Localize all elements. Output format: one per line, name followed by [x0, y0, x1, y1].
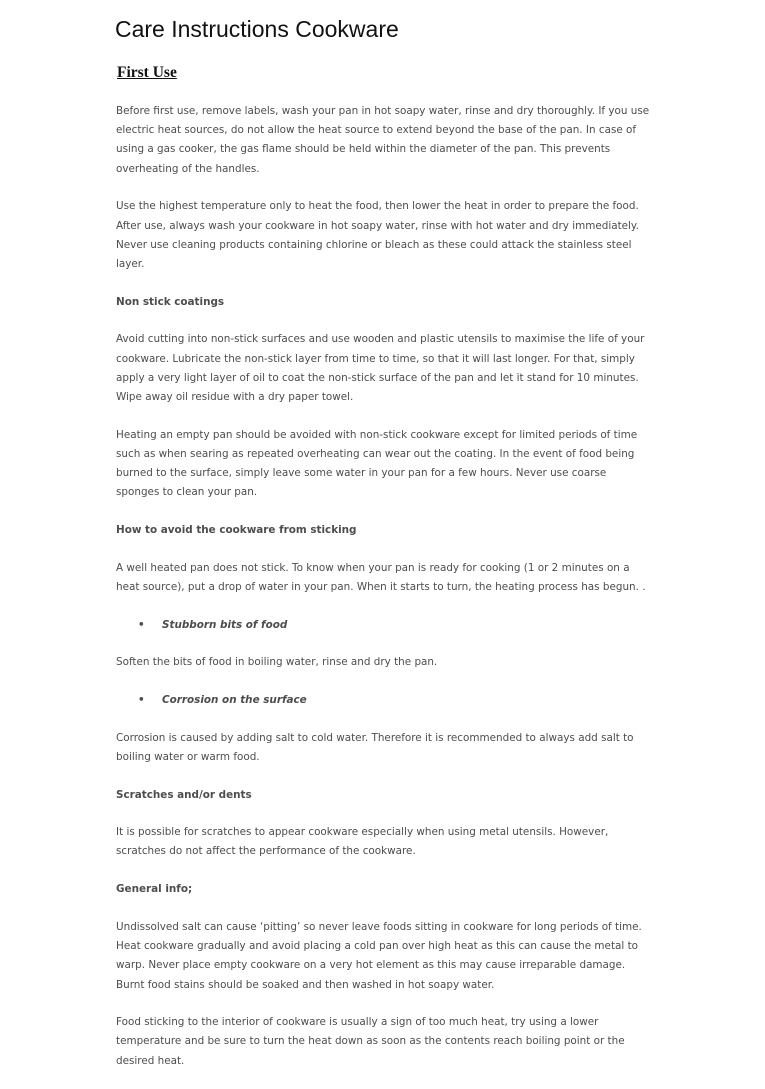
document-body [116, 102, 652, 1089]
general-info-heading: General info; [116, 883, 193, 896]
general-info-paragraph-2: Food sticking to the interior of cookware is usually a sign of too much heat, try using a lower temperature and be sure to turn the heat down as soon as the contents reach boiling point or the desired heat. [116, 1016, 625, 1067]
first-use-paragraph-1: Before first use, remove labels, wash your pan in hot soapy water, rinse and dry thoroughly. If you use electric heat sources, do not allow the heat source to extend beyond the base of the pan. In case of using a gas cooker, the gas flame should be held within the diameter of the pan. This prevents overheating of the handles. [116, 105, 650, 175]
sticking-paragraph-1: A well heated pan does not stick. To know when your pan is ready for cooking (1 or 2 minutes on a heat source), put a drop of water in your pan. When it starts to turn, the heating process has begun. . [116, 561, 646, 593]
bullet-label: Stubborn bits of food [162, 618, 288, 631]
corrosion-paragraph: Corrosion is caused by adding salt to cold water. Therefore it is recommended to always add salt to boiling water or warm food. [116, 731, 634, 763]
bullet-corrosion [116, 691, 652, 710]
bullet-stubborn-food [116, 616, 652, 635]
general-info-paragraph-1: Undissolved salt can cause ‘pitting’ so never leave foods sitting in cookware for long periods of time. Heat cookware gradually and avoid placing a cold pan over high heat as this can cause the metal to warp. Never place empty cookware on a very hot element as this may cause irreparable damage. Burnt food stains should be soaked and then washed in hot soapy water. [116, 920, 642, 991]
non-stick-paragraph-2: Heating an empty pan should be avoided with non-stick cookware except for limited periods of time such as when searing as repeated overheating can wear out the coating. In the event of food being burned to the surface, simply leave some water in your pan for a few hours. Never use coarse sponges to clean your pan. [116, 428, 638, 499]
stubborn-food-paragraph: Soften the bits of food in boiling water, rinse and dry the pan. [116, 656, 438, 669]
section-heading-first-use: First Use [117, 64, 177, 81]
first-use-paragraph-2: Use the highest temperature only to heat the food, then lower the heat in order to prepare the food. After use, always wash your cookware in hot soapy water, rinse with hot water and dry immediately. Never use cleaning products containing chlorine or bleach as these could attack the stainless steel layer. [116, 200, 639, 270]
non-stick-paragraph-1: Avoid cutting into non-stick surfaces and use wooden and plastic utensils to maximise the life of your cookware. Lubricate the non-stick layer from time to time, so that it will last longer. For that, simply apply a very light layer of oil to coat the non-stick surface of the pan and let it stand for 10 minutes. Wipe away oil residue with a dry paper towel. [116, 333, 645, 403]
sticking-heading: How to avoid the cookware from sticking [116, 523, 357, 536]
page-title: Care Instructions Cookware [115, 16, 399, 42]
scratches-paragraph: It is possible for scratches to appear cookware especially when using metal utensils. However, scratches do not affect the performance of the cookware. [116, 826, 609, 858]
bullet-label: Corrosion on the surface [162, 693, 307, 706]
bullet-dot: • [138, 618, 145, 631]
non-stick-heading: Non stick coatings [116, 295, 225, 308]
bullet-dot: • [138, 693, 145, 706]
scratches-heading: Scratches and/or dents [116, 788, 252, 801]
